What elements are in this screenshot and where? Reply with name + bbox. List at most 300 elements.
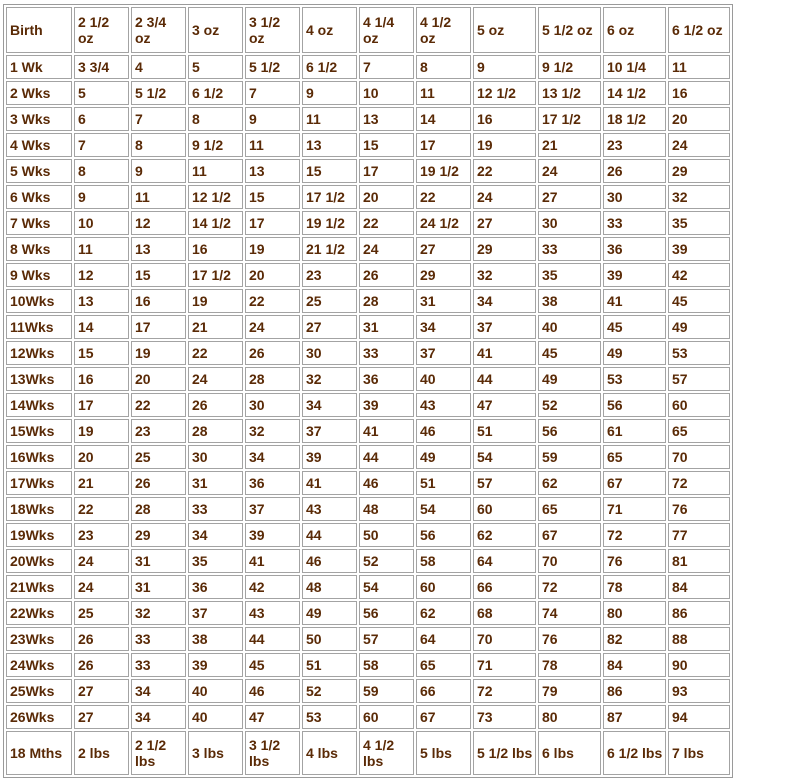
table-cell: 59 (538, 445, 601, 469)
table-cell: 62 (538, 471, 601, 495)
table-row (6, 627, 730, 651)
table-cell: 8 (416, 55, 471, 79)
table-cell: 46 (302, 549, 357, 573)
table-row (6, 549, 730, 573)
table-cell: 3 oz (188, 7, 243, 53)
table-cell: 70 (668, 445, 730, 469)
table-cell: 32 (302, 367, 357, 391)
table-cell: 51 (302, 653, 357, 677)
table-cell: 14 1/2 (188, 211, 243, 235)
table-cell: 19 1/2 (416, 159, 471, 183)
table-cell: 37 (188, 601, 243, 625)
table-cell: 17 1/2 (538, 107, 601, 131)
row-label-cell: Birth (6, 7, 72, 53)
table-cell: 9 (131, 159, 186, 183)
table-cell: 86 (668, 601, 730, 625)
table-cell: 41 (603, 289, 666, 313)
table-cell: 38 (538, 289, 601, 313)
table-cell: 3 1/2 lbs (245, 731, 300, 775)
table-cell: 39 (188, 653, 243, 677)
table-cell: 6 1/2 (188, 81, 243, 105)
table-cell: 32 (245, 419, 300, 443)
table-cell: 28 (359, 289, 414, 313)
table-cell: 6 1/2 lbs (603, 731, 666, 775)
table-cell: 71 (473, 653, 536, 677)
table-cell: 32 (473, 263, 536, 287)
table-cell: 66 (473, 575, 536, 599)
table-cell: 18 1/2 (603, 107, 666, 131)
table-cell: 60 (473, 497, 536, 521)
table-cell: 17 1/2 (188, 263, 243, 287)
table-cell: 47 (473, 393, 536, 417)
table-cell: 48 (359, 497, 414, 521)
table-cell: 6 1/2 oz (668, 7, 730, 53)
table-cell: 13 (302, 133, 357, 157)
table-cell: 30 (245, 393, 300, 417)
table-cell: 33 (131, 653, 186, 677)
table-cell: 40 (188, 705, 243, 729)
table-cell: 4 (131, 55, 186, 79)
table-cell: 31 (359, 315, 414, 339)
table-cell: 65 (538, 497, 601, 521)
table-cell: 9 (74, 185, 129, 209)
table-cell: 57 (473, 471, 536, 495)
table-cell: 29 (416, 263, 471, 287)
table-cell: 79 (538, 679, 601, 703)
table-cell: 6 lbs (538, 731, 601, 775)
table-cell: 4 1/2 oz (416, 7, 471, 53)
table-cell: 8 (74, 159, 129, 183)
table-cell: 22 (74, 497, 129, 521)
table-cell: 59 (359, 679, 414, 703)
table-cell: 26 (74, 653, 129, 677)
row-label-cell: 5 Wks (6, 159, 72, 183)
table-row (6, 289, 730, 313)
row-label-cell: 25Wks (6, 679, 72, 703)
table-cell: 37 (473, 315, 536, 339)
table-row (6, 419, 730, 443)
table-cell: 50 (359, 523, 414, 547)
table-cell: 42 (245, 575, 300, 599)
table-cell: 31 (416, 289, 471, 313)
table-row (6, 497, 730, 521)
table-cell: 15 (131, 263, 186, 287)
table-cell: 88 (668, 627, 730, 651)
table-cell: 27 (473, 211, 536, 235)
table-cell: 26 (188, 393, 243, 417)
table-cell: 3 3/4 (74, 55, 129, 79)
table-cell: 24 (359, 237, 414, 261)
table-cell: 22 (131, 393, 186, 417)
table-cell: 44 (245, 627, 300, 651)
table-row (6, 575, 730, 599)
table-cell: 2 lbs (74, 731, 129, 775)
table-cell: 23 (74, 523, 129, 547)
table-cell: 24 (188, 367, 243, 391)
table-cell: 62 (473, 523, 536, 547)
table-cell: 67 (538, 523, 601, 547)
row-label-cell: 11Wks (6, 315, 72, 339)
row-label-cell: 18Wks (6, 497, 72, 521)
table-cell: 53 (603, 367, 666, 391)
table-cell: 14 (416, 107, 471, 131)
table-cell: 39 (302, 445, 357, 469)
table-cell: 9 (302, 81, 357, 105)
table-cell: 15 (302, 159, 357, 183)
table-cell: 4 1/2 lbs (359, 731, 414, 775)
table-cell: 58 (416, 549, 471, 573)
table-cell: 67 (603, 471, 666, 495)
table-cell: 28 (188, 419, 243, 443)
table-cell: 30 (538, 211, 601, 235)
table-cell: 2 3/4 oz (131, 7, 186, 53)
table-cell: 24 (538, 159, 601, 183)
table-cell: 57 (668, 367, 730, 391)
table-cell: 45 (668, 289, 730, 313)
table-cell: 65 (416, 653, 471, 677)
table-cell: 24 (668, 133, 730, 157)
table-cell: 49 (538, 367, 601, 391)
table-cell: 5 1/2 oz (538, 7, 601, 53)
table-cell: 10 (359, 81, 414, 105)
table-cell: 15 (245, 185, 300, 209)
table-cell: 80 (538, 705, 601, 729)
table-cell: 17 (131, 315, 186, 339)
table-cell: 25 (131, 445, 186, 469)
table-cell: 81 (668, 549, 730, 573)
table-cell: 84 (668, 575, 730, 599)
table-cell: 43 (245, 601, 300, 625)
table-cell: 11 (74, 237, 129, 261)
table-cell: 21 (74, 471, 129, 495)
table-cell: 30 (188, 445, 243, 469)
table-cell: 12 (74, 263, 129, 287)
table-cell: 5 1/2 (131, 81, 186, 105)
table-cell: 22 (188, 341, 243, 365)
table-cell: 13 1/2 (538, 81, 601, 105)
table-cell: 56 (538, 419, 601, 443)
table-cell: 31 (131, 549, 186, 573)
table-cell: 9 (245, 107, 300, 131)
table-cell: 52 (359, 549, 414, 573)
table-cell: 45 (245, 653, 300, 677)
table-cell: 49 (668, 315, 730, 339)
table-cell: 34 (473, 289, 536, 313)
table-cell: 36 (603, 237, 666, 261)
table-cell: 71 (603, 497, 666, 521)
row-label-cell: 1 Wk (6, 55, 72, 79)
table-cell: 19 (74, 419, 129, 443)
table-cell: 13 (74, 289, 129, 313)
table-row (6, 523, 730, 547)
row-label-cell: 15Wks (6, 419, 72, 443)
table-cell: 41 (245, 549, 300, 573)
row-label-cell: 19Wks (6, 523, 72, 547)
table-cell: 80 (603, 601, 666, 625)
table-row (6, 81, 730, 105)
table-cell: 40 (188, 679, 243, 703)
table-row (6, 601, 730, 625)
table-cell: 46 (245, 679, 300, 703)
table-cell: 62 (416, 601, 471, 625)
table-cell: 49 (416, 445, 471, 469)
table-cell: 64 (416, 627, 471, 651)
table-cell: 27 (538, 185, 601, 209)
table-cell: 61 (603, 419, 666, 443)
table-cell: 20 (668, 107, 730, 131)
table-row (6, 263, 730, 287)
table-cell: 57 (359, 627, 414, 651)
table-cell: 15 (74, 341, 129, 365)
table-cell: 6 oz (603, 7, 666, 53)
table-row (6, 445, 730, 469)
table-cell: 32 (131, 601, 186, 625)
table-cell: 72 (668, 471, 730, 495)
table-cell: 76 (603, 549, 666, 573)
row-label-cell: 8 Wks (6, 237, 72, 261)
table-cell: 90 (668, 653, 730, 677)
row-label-cell: 24Wks (6, 653, 72, 677)
table-cell: 16 (131, 289, 186, 313)
table-cell: 42 (668, 263, 730, 287)
table-cell: 15 (359, 133, 414, 157)
row-label-cell: 17Wks (6, 471, 72, 495)
table-cell: 5 (74, 81, 129, 105)
table-row (6, 679, 730, 703)
table-cell: 16 (188, 237, 243, 261)
table-cell: 33 (359, 341, 414, 365)
table-cell: 37 (245, 497, 300, 521)
table-cell: 7 (359, 55, 414, 79)
table-cell: 56 (416, 523, 471, 547)
table-cell: 64 (473, 549, 536, 573)
row-label-cell: 4 Wks (6, 133, 72, 157)
table-cell: 68 (473, 601, 536, 625)
table-cell: 6 1/2 (302, 55, 357, 79)
row-label-cell: 20Wks (6, 549, 72, 573)
table-cell: 23 (131, 419, 186, 443)
table-cell: 12 (131, 211, 186, 235)
row-label-cell: 13Wks (6, 367, 72, 391)
table-cell: 51 (416, 471, 471, 495)
table-cell: 5 1/2 lbs (473, 731, 536, 775)
table-cell: 13 (359, 107, 414, 131)
table-cell: 50 (302, 627, 357, 651)
table-cell: 26 (245, 341, 300, 365)
table-cell: 65 (668, 419, 730, 443)
table-cell: 4 lbs (302, 731, 357, 775)
table-cell: 26 (603, 159, 666, 183)
table-cell: 39 (603, 263, 666, 287)
table-cell: 40 (538, 315, 601, 339)
row-label-cell: 23Wks (6, 627, 72, 651)
table-cell: 29 (473, 237, 536, 261)
table-cell: 7 (245, 81, 300, 105)
table-row (6, 705, 730, 729)
table-cell: 4 oz (302, 7, 357, 53)
table-cell: 72 (473, 679, 536, 703)
row-label-cell: 12Wks (6, 341, 72, 365)
table-cell: 10 (74, 211, 129, 235)
table-cell: 11 (245, 133, 300, 157)
table-cell: 37 (416, 341, 471, 365)
table-cell: 8 (131, 133, 186, 157)
table-cell: 12 1/2 (473, 81, 536, 105)
table-cell: 34 (131, 705, 186, 729)
table-cell: 5 (188, 55, 243, 79)
table-cell: 26 (131, 471, 186, 495)
row-label-cell: 3 Wks (6, 107, 72, 131)
table-cell: 21 (188, 315, 243, 339)
table-cell: 46 (359, 471, 414, 495)
table-cell: 17 (245, 211, 300, 235)
table-cell: 20 (74, 445, 129, 469)
table-cell: 17 (359, 159, 414, 183)
table-cell: 76 (538, 627, 601, 651)
table-cell: 16 (74, 367, 129, 391)
footer-row (6, 731, 730, 775)
table-cell: 47 (245, 705, 300, 729)
table-cell: 35 (668, 211, 730, 235)
table-cell: 3 lbs (188, 731, 243, 775)
table-row (6, 185, 730, 209)
header-row (6, 7, 730, 53)
row-label-cell: 14Wks (6, 393, 72, 417)
table-cell: 7 (131, 107, 186, 131)
table-cell: 44 (473, 367, 536, 391)
table-cell: 39 (668, 237, 730, 261)
table-cell: 87 (603, 705, 666, 729)
table-cell: 24 (74, 549, 129, 573)
table-row (6, 393, 730, 417)
table-cell: 24 (245, 315, 300, 339)
row-label-cell: 22Wks (6, 601, 72, 625)
row-label-cell: 16Wks (6, 445, 72, 469)
table-cell: 56 (359, 601, 414, 625)
table-row (6, 159, 730, 183)
table-cell: 58 (359, 653, 414, 677)
table-cell: 27 (416, 237, 471, 261)
table-cell: 19 (473, 133, 536, 157)
table-cell: 7 lbs (668, 731, 730, 775)
table-cell: 27 (74, 679, 129, 703)
table-cell: 54 (473, 445, 536, 469)
table-cell: 41 (473, 341, 536, 365)
table-cell: 5 1/2 (245, 55, 300, 79)
table-cell: 34 (188, 523, 243, 547)
table-cell: 28 (131, 497, 186, 521)
table-cell: 60 (359, 705, 414, 729)
table-cell: 10 1/4 (603, 55, 666, 79)
table-cell: 8 (188, 107, 243, 131)
table-cell: 26 (359, 263, 414, 287)
table-row (6, 211, 730, 235)
table-cell: 56 (603, 393, 666, 417)
table-cell: 24 1/2 (416, 211, 471, 235)
table-cell: 78 (603, 575, 666, 599)
table-cell: 54 (416, 497, 471, 521)
table-cell: 27 (302, 315, 357, 339)
table-cell: 26 (74, 627, 129, 651)
table-row (6, 133, 730, 157)
table-cell: 52 (538, 393, 601, 417)
table-cell: 25 (74, 601, 129, 625)
table-cell: 20 (131, 367, 186, 391)
table-cell: 30 (302, 341, 357, 365)
table-cell: 34 (245, 445, 300, 469)
row-label-cell: 10Wks (6, 289, 72, 313)
table-cell: 49 (603, 341, 666, 365)
table-cell: 72 (538, 575, 601, 599)
table-cell: 33 (131, 627, 186, 651)
table-cell: 24 (473, 185, 536, 209)
table-cell: 17 (416, 133, 471, 157)
table-cell: 35 (188, 549, 243, 573)
table-cell: 51 (473, 419, 536, 443)
table-cell: 32 (668, 185, 730, 209)
table-cell: 22 (245, 289, 300, 313)
table-cell: 21 1/2 (302, 237, 357, 261)
table-cell: 76 (668, 497, 730, 521)
table-cell: 12 1/2 (188, 185, 243, 209)
table-cell: 27 (74, 705, 129, 729)
weight-chart-body (6, 7, 730, 775)
table-cell: 84 (603, 653, 666, 677)
table-cell: 20 (245, 263, 300, 287)
table-cell: 25 (302, 289, 357, 313)
table-cell: 16 (668, 81, 730, 105)
table-cell: 11 (131, 185, 186, 209)
table-cell: 54 (359, 575, 414, 599)
table-cell: 11 (302, 107, 357, 131)
table-cell: 41 (302, 471, 357, 495)
table-cell: 29 (668, 159, 730, 183)
table-cell: 53 (668, 341, 730, 365)
table-cell: 45 (538, 341, 601, 365)
table-cell: 7 (74, 133, 129, 157)
table-cell: 4 1/4 oz (359, 7, 414, 53)
table-cell: 70 (473, 627, 536, 651)
table-cell: 36 (359, 367, 414, 391)
table-row (6, 237, 730, 261)
table-cell: 3 1/2 oz (245, 7, 300, 53)
table-cell: 78 (538, 653, 601, 677)
table-cell: 82 (603, 627, 666, 651)
table-cell: 34 (302, 393, 357, 417)
table-cell: 38 (188, 627, 243, 651)
table-cell: 6 (74, 107, 129, 131)
table-cell: 33 (603, 211, 666, 235)
table-row (6, 341, 730, 365)
table-cell: 23 (302, 263, 357, 287)
table-cell: 53 (302, 705, 357, 729)
table-cell: 45 (603, 315, 666, 339)
table-row (6, 653, 730, 677)
table-cell: 29 (131, 523, 186, 547)
table-cell: 60 (416, 575, 471, 599)
table-cell: 41 (359, 419, 414, 443)
table-cell: 22 (473, 159, 536, 183)
table-cell: 65 (603, 445, 666, 469)
table-cell: 9 (473, 55, 536, 79)
table-cell: 16 (473, 107, 536, 131)
table-cell: 2 1/2 lbs (131, 731, 186, 775)
table-cell: 73 (473, 705, 536, 729)
table-cell: 19 1/2 (302, 211, 357, 235)
table-cell: 77 (668, 523, 730, 547)
table-cell: 30 (603, 185, 666, 209)
table-cell: 36 (245, 471, 300, 495)
